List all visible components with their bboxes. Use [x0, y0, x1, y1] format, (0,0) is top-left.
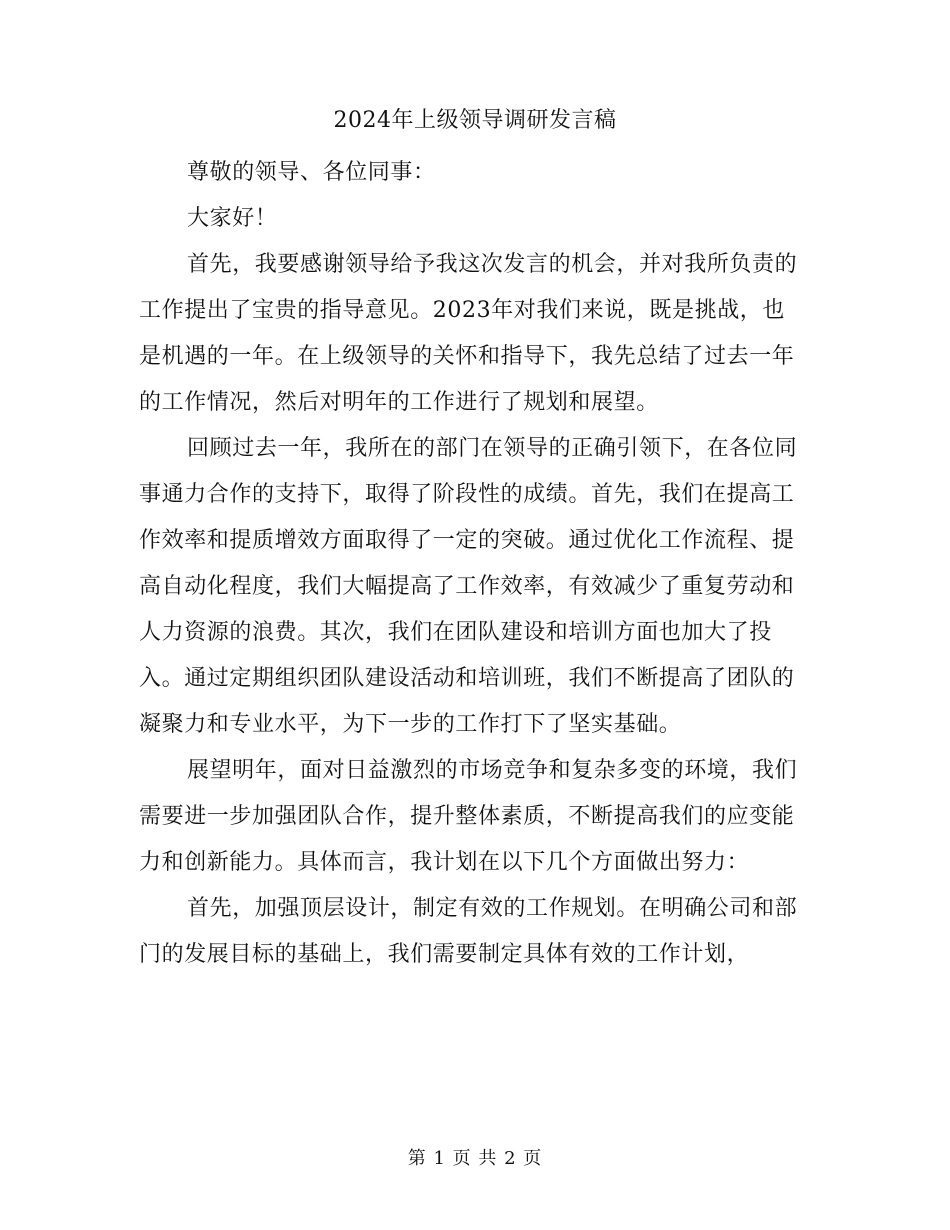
page-indicator: 第 1 页 共 2 页 [407, 1148, 543, 1169]
document-body [139, 150, 803, 978]
salutation-paragraph: 尊敬的领导、各位同事： [187, 160, 436, 185]
plan-paragraph: 首先，加强顶层设计，制定有效的工作规划。在明确公司和部门的发展目标的基础上，我们需要制定具体有效的工作计划， [139, 896, 798, 967]
outlook-paragraph: 展望明年，面对日益激烈的市场竞争和复杂多变的环境，我们需要进一步加强团队合作，提升整体素质，不断提高我们的应变能力和创新能力。具体而言，我计划在以下几个方面做出努力： [139, 758, 798, 875]
document-title: 2024年上级领导调研发言稿 [333, 108, 617, 133]
greeting-paragraph: 大家好！ [187, 206, 278, 231]
review-paragraph: 回顾过去一年，我所在的部门在领导的正确引领下，在各位同事通力合作的支持下，取得了阶段性的成绩。首先，我们在提高工作效率和提质增效方面取得了一定的突破。通过优化工作流程、提高自动化程度，我们大幅提高了工作效率，有效减少了重复劳动和人力资源的浪费。其次，我们在团队建设和培训方面也加大了投入。通过定期组织团队建设活动和培训班，我们不断提高了团队的凝聚力和专业水平，为下一步的工作打下了坚实基础。 [139, 436, 798, 737]
intro-paragraph: 首先，我要感谢领导给予我这次发言的机会，并对我所负责的工作提出了宝贵的指导意见。2023年对我们来说，既是挑战，也是机遇的一年。在上级领导的关怀和指导下，我先总结了过去一年的工作情况，然后对明年的工作进行了规划和展望。 [139, 252, 798, 415]
